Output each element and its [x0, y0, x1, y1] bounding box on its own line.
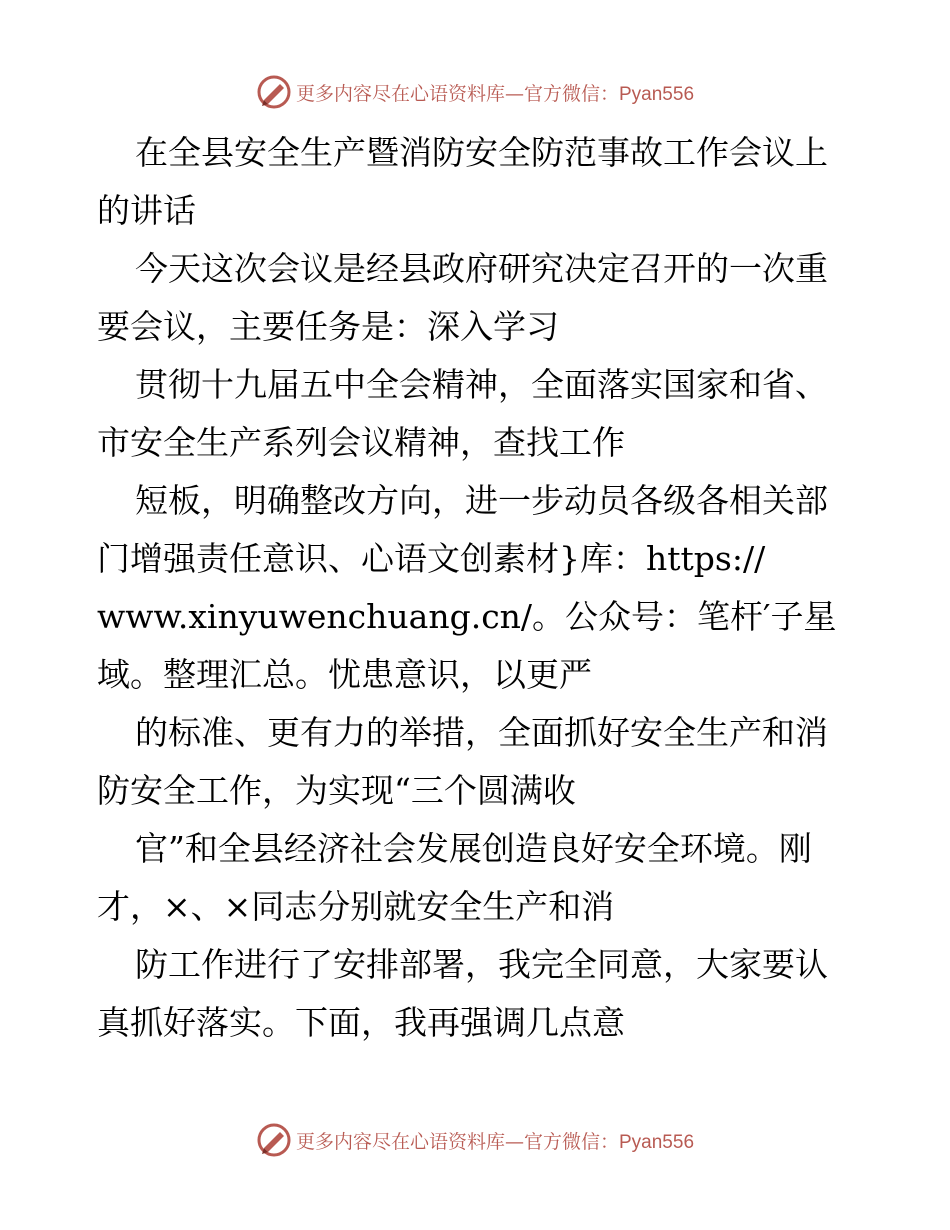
paragraph	[97, 936, 857, 1052]
document-body	[97, 124, 857, 1052]
paragraph	[97, 240, 857, 356]
text-line: 官”和全县经济社会发展创造良好安全环境。刚	[135, 829, 812, 868]
paragraph	[97, 356, 857, 472]
text-line: 真抓好落实。下面，我再强调几点意	[97, 1003, 625, 1042]
text-line: 才，×、×同志分别就安全生产和消	[97, 887, 615, 926]
text-line: 市安全生产系列会议精神，查找工作	[97, 423, 625, 462]
text-line: 防工作进行了安排部署，我完全同意，大家要认	[135, 945, 828, 984]
text-line: 要会议，主要任务是：深入学习	[97, 307, 559, 346]
text-line: 短板，明确整改方向，进一步动员各级各相关部	[135, 481, 828, 520]
paragraph	[97, 820, 857, 936]
paragraph	[97, 704, 857, 820]
pen-logo-icon	[256, 1122, 292, 1158]
text-line: 在全县安全生产暨消防安全防范事故工作会议上	[135, 133, 828, 172]
paragraph	[97, 472, 857, 704]
text-line: 门增强责任意识、心语文创素材}库：https://	[97, 539, 766, 578]
paragraph	[97, 124, 857, 240]
text-line: 防安全工作，为实现“三个圆满收	[97, 771, 576, 810]
text-line: 的标准、更有力的举措，全面抓好安全生产和消	[135, 713, 828, 752]
header-banner	[0, 72, 950, 112]
banner-text: 更多内容尽在心语资料库—官方微信：Pyan556	[295, 82, 695, 105]
text-line: www.xinyuwenchuang.cn/。公众号：笔杆′子星	[97, 597, 837, 636]
text-line: 贯彻十九届五中全会精神，全面落实国家和省、	[135, 365, 828, 404]
text-line: 的讲话	[97, 191, 196, 230]
text-line: 今天这次会议是经县政府研究决定召开的一次重	[135, 249, 828, 288]
footer-banner	[0, 1120, 950, 1160]
text-line: 域。整理汇总。忧患意识，以更严	[97, 655, 592, 694]
banner-text: 更多内容尽在心语资料库—官方微信：Pyan556	[295, 1130, 695, 1153]
pen-logo-icon	[256, 74, 292, 110]
